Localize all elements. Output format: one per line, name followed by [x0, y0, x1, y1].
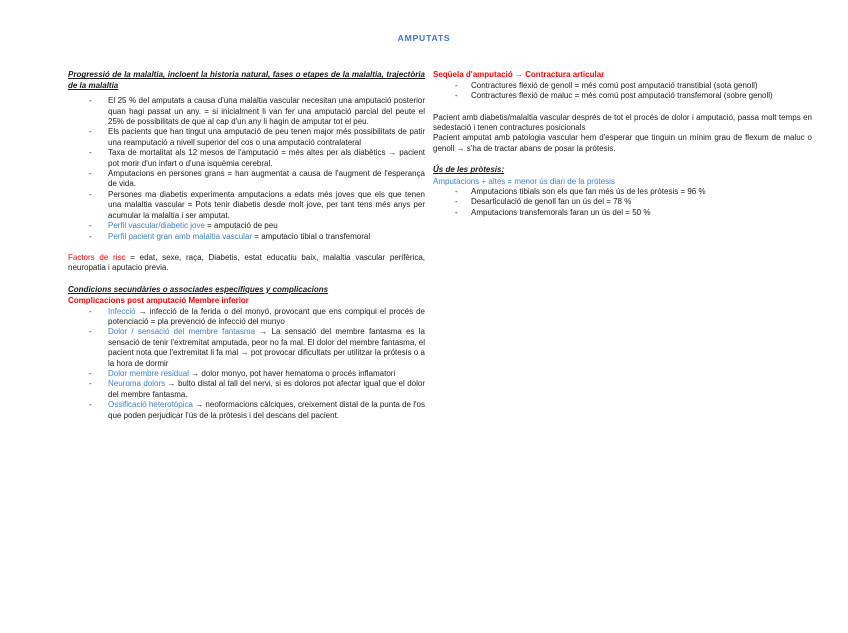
key-term: Perfil vascular/diabetic jove — [108, 221, 205, 231]
list-item — [68, 379, 425, 400]
bullet-text: → La sensació del membre fantasma es la sensació de tenir l'extremitat amputada, peor no fa mal. El dolor del membre fantasma, el pacient nota que l'extremitat li fa mal → pot provocar dificultats per utilitzar la prótesis o a la hora de dormir — [108, 327, 425, 368]
spacer — [68, 242, 425, 253]
list-item — [68, 369, 425, 379]
subheading-amputacions-altes: Amputacions + altes = menor ús diari de la pròtesis — [433, 176, 615, 186]
sequela-bullet-list — [433, 81, 812, 102]
spacer — [433, 154, 812, 165]
spacer — [68, 274, 425, 285]
list-item — [433, 187, 812, 197]
complications-bullet-list — [68, 307, 425, 421]
bullet-text: Amputacions tibials son els que fan més ús de les pròtesis = 96 % — [471, 187, 706, 197]
bullet-text: Contractures flexió de maluc = més comú post amputació transfemoral (sobre genoll) — [471, 91, 773, 101]
list-item — [433, 197, 812, 207]
paragraph-pacient-amputat: Pacient amputat amb patologia vascular hem d'esperar que tinguin un mínim grau de flexum de maluc o genoll → s'ha de tractar abans de posar la prótesis. — [433, 133, 812, 153]
bullet-text: Contractures flexió de genoll = més comú post amputació transtibial (sota genoll) — [471, 80, 758, 90]
key-term: Dolor membre residual — [108, 368, 189, 378]
key-term: Infecció — [108, 306, 136, 316]
key-term: Ossificació heterotòpica — [108, 400, 193, 410]
factors-de-risc-label: Factors de risc — [68, 252, 126, 262]
list-item — [68, 307, 425, 328]
bullet-text: Amputacions transfemorals faran un ús del = 50 % — [471, 207, 651, 217]
list-item — [68, 96, 425, 127]
bullet-text: Amputacions en persones grans = han augmentat a causa de l'augment de l'esperança de vida. — [108, 169, 425, 189]
bullet-text: → infecció de la ferida o del monyó, provocant que ens compiqui el procés de potenciació = pla prevenció de infecció del munyo — [108, 306, 425, 326]
list-item — [68, 190, 425, 221]
document-page — [0, 33, 848, 421]
bullet-text: → dolor monyo, pot haver hematoma o procés inflamatori — [188, 368, 396, 378]
list-item — [68, 232, 425, 242]
bullet-text: Persones ma diabetis experimenta amputacions a edats més joves que els que tenen una malaltia vascular = Pots tenir diabetis desde molt jove, per tant tens més anys per acumular la malaltia i ser amputat. — [108, 189, 425, 220]
factors-text: = edat, sexe, raça, Diabetis, estat educatiu baix, malaltia vascular perifèrica, neuropatia i aputacio previa. — [68, 252, 425, 273]
key-term: Neuroma dolors — [108, 379, 166, 389]
right-column — [433, 70, 812, 421]
bullet-text: = amputació de peu — [204, 221, 278, 231]
heading-progressio-malaltia: Progressió de la malaltia, incloent la historia natural, fases o etapes de la malaltia, trajectòria de la malaltia — [68, 70, 425, 90]
bullet-text: → bulto distal al tall del nervi, si es doloros pot afectar igual que el dolor del membre fantasma. — [108, 379, 425, 399]
heading-us-de-les-protesis: Ús de les pròtesis: — [433, 165, 505, 175]
factors-de-risc-paragraph — [68, 253, 425, 274]
heading-condicions-secundaries: Condicions secundàries o associades específiques y complicacions — [68, 284, 329, 294]
protesis-bullet-list — [433, 187, 812, 218]
list-item — [68, 327, 425, 369]
bullet-text: Desarticulació de genoll fan un ús del = 78 % — [471, 197, 632, 207]
heading-sequela-amputacio: Seqüela d'amputació → Contractura articular — [433, 70, 605, 80]
list-item — [433, 208, 812, 218]
key-term: Dolor / sensació del membre fantasma — [108, 327, 256, 337]
spacer — [433, 102, 812, 113]
bullet-text: El 25 % del amputats a causa d'una malaltia vascular necesitan una amputació posterior quan hagi passat un any. = si inicialment li van fer una amputació parcial del peute el 25% de possibilitats de que al cap d'un any li hagin de amputar tot el peu. — [108, 96, 425, 127]
list-item — [68, 221, 425, 231]
list-item — [68, 169, 425, 190]
bullet-text: → neoformacions càlciques, creixement distal de la punta de l'os que poden perjudicar l'ús de la pròtesis i del descans del pacient. — [108, 400, 425, 420]
bullet-text: Taxa de mortalitat als 12 mesos de l'amputació = més altes per als diabètics → pacient pot morir d'un infart o d'una isquèmia cerebral. — [108, 148, 425, 168]
list-item — [68, 148, 425, 169]
paragraph-pacient-diabetis: Pacient amb diabetis/malaltia vascular després de tot el procés de dolor i amputació, passa molt temps en sedestació i tenen contractures posicionals — [433, 112, 812, 133]
left-column — [68, 70, 425, 421]
heading-complicacions-post-amputacio: Complicacions post amputació Membre inferior — [68, 296, 249, 306]
page-title: AMPUTATS — [397, 33, 451, 43]
list-item — [433, 81, 812, 91]
bullet-text: = amputacio tibial o transfemoral — [252, 231, 371, 241]
bullet-text: Els pacients que han tingut una amputació de peu tenen major més possibilitats de patir una reamputació a nivell superior del cos o una amputació contralateral — [108, 127, 425, 147]
progress-bullet-list — [68, 96, 425, 242]
list-item — [433, 91, 812, 101]
key-term: Perfil pacient gran amb malaltia vascular — [108, 231, 253, 241]
list-item — [68, 400, 425, 421]
two-column-layout — [68, 70, 848, 421]
list-item — [68, 127, 425, 148]
